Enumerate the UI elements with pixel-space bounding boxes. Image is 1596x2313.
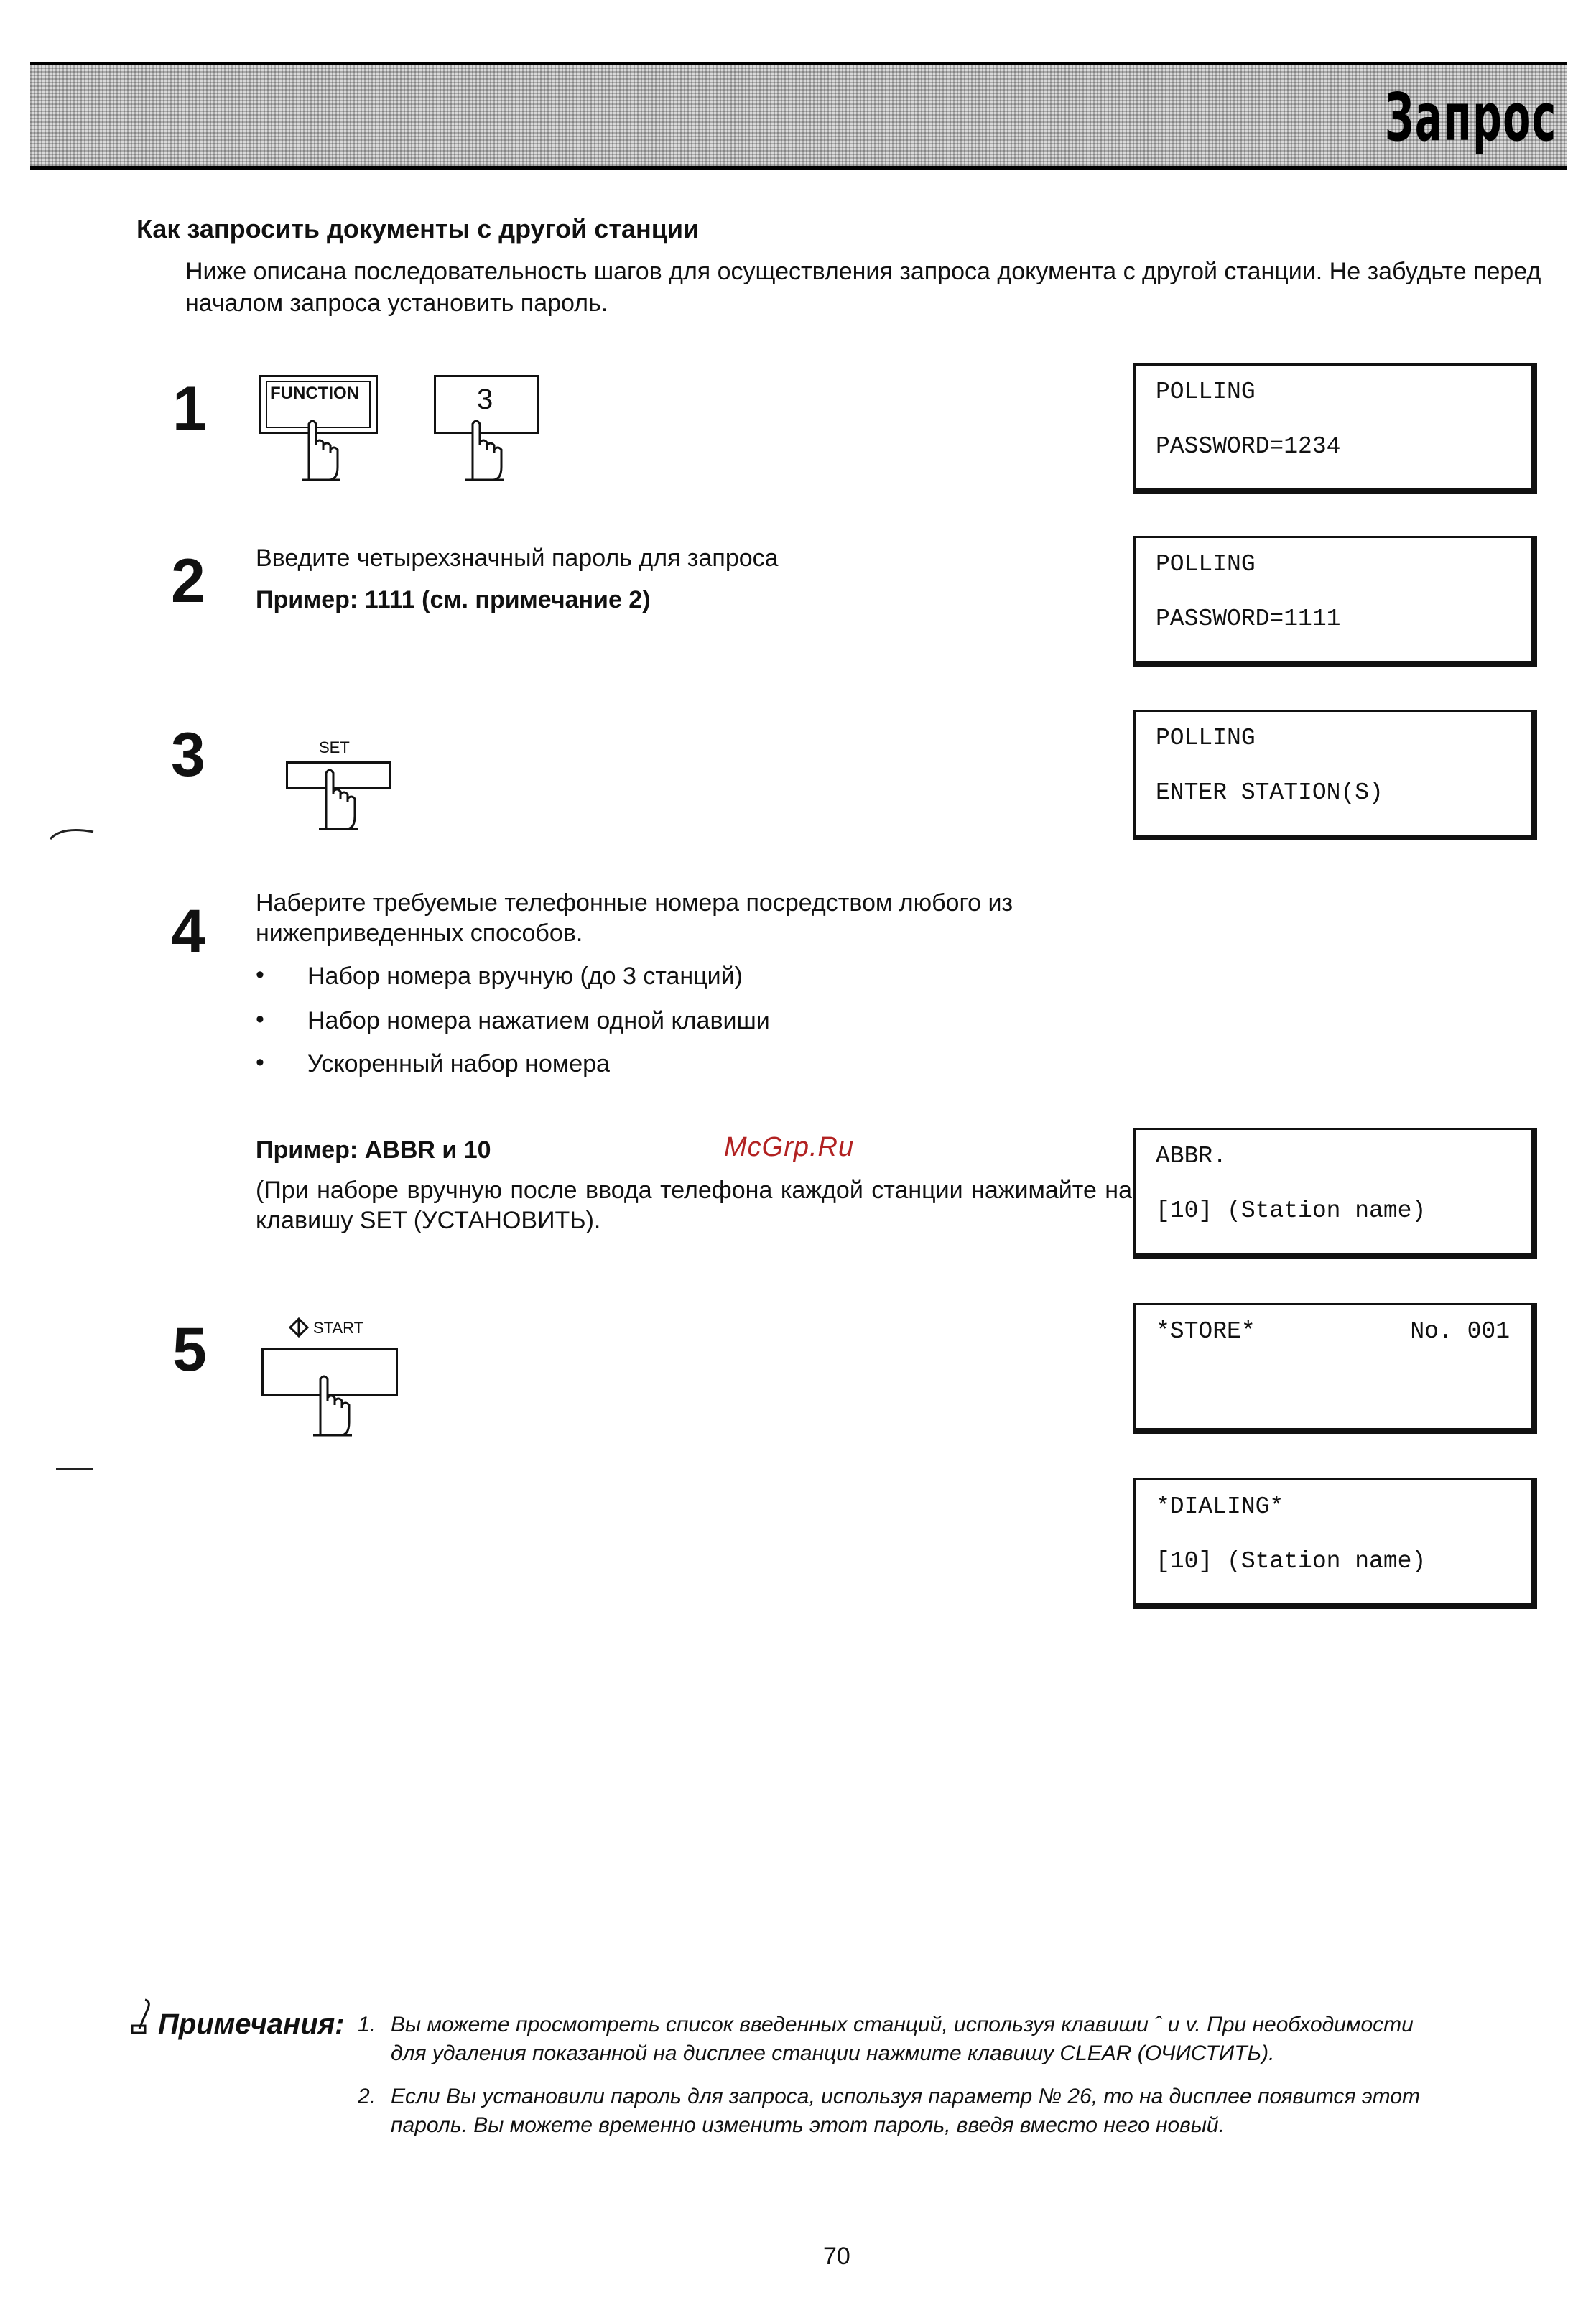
watermark: McGrp.Ru (724, 1132, 855, 1162)
hand-press-icon (457, 417, 507, 481)
note-1-line-2: для удаления показанной на дисплее станции нажмите клавишу CLEAR (ОЧИСТИТЬ). (391, 2041, 1275, 2065)
bullet-3-text: Ускоренный набор номера (307, 1050, 610, 1077)
margin-mark (47, 820, 98, 842)
lcd-display-5: *STORE* No. 001 (1133, 1303, 1537, 1434)
note-2-number: 2. (358, 2085, 376, 2108)
step-2-text: Введите четырехзначный пароль для запроса (256, 544, 779, 572)
step-number-2: 2 (171, 547, 205, 616)
notes-label: Примечания: (158, 2008, 345, 2040)
lcd-display-4: ABBR. [10] (Station name) (1133, 1128, 1537, 1259)
bullet-2-text: Набор номера нажатием одной клавиши (307, 1007, 770, 1034)
note-1-number: 1. (358, 2013, 376, 2036)
section-title: Как запросить документы с другой станции (136, 214, 700, 244)
header-band (30, 62, 1567, 170)
lcd-display-2: POLLING PASSWORD=1111 (1133, 536, 1537, 667)
function-key-label: FUNCTION (270, 384, 359, 403)
step-2-example: Пример: 1111 (см. примечание 2) (256, 586, 651, 613)
step-number-3: 3 (171, 720, 205, 789)
intro-text: Ниже описана последовательность шагов для осуществления запроса документа с другой станции. Не забудьте перед началом запроса установить пароль. (185, 258, 1541, 317)
bullet-1-text: Набор номера вручную (до 3 станций) (307, 963, 743, 990)
lcd-display-3: POLLING ENTER STATION(S) (1133, 710, 1537, 840)
bullet-1: • (256, 961, 264, 988)
bullet-2: • (256, 1006, 264, 1033)
note-2-line-2: пароль. Вы можете временно изменить этот пароль, введя вместо него новый. (391, 2113, 1225, 2137)
key-3-label: 3 (477, 384, 493, 415)
note-pencil-icon (126, 1997, 155, 2034)
step-number-1: 1 (172, 374, 207, 443)
hand-press-icon (293, 417, 343, 481)
page-number: 70 (823, 2243, 850, 2270)
margin-mark (56, 1468, 93, 1470)
note-2-line-1: Если Вы установили пароль для запроса, используя параметр № 26, то на дисплее появится этот (391, 2085, 1420, 2108)
page-title: Запрос (1385, 79, 1557, 156)
hand-press-icon (305, 1372, 355, 1437)
step-4-example: Пример: ABBR и 10 (256, 1136, 491, 1164)
step-4-text: Наберите требуемые телефонные номера посредством любого из нижеприведенных способов. (256, 889, 1013, 947)
lcd-display-6: *DIALING* [10] (Station name) (1133, 1478, 1537, 1609)
set-key-label: SET (319, 738, 350, 756)
note-1-line-1: Вы можете просмотреть список введенных станций, используя клавиши ˆ и v. При необходимости (391, 2013, 1414, 2036)
hand-press-icon (310, 766, 361, 830)
lcd-display-1: POLLING PASSWORD=1234 (1133, 363, 1537, 494)
step-number-5: 5 (172, 1315, 207, 1384)
start-diamond-icon (289, 1317, 309, 1338)
step-number-4: 4 (171, 897, 205, 966)
start-key-label: START (313, 1319, 364, 1337)
step-4-note: (При наборе вручную после ввода телефона каждой станции нажимайте на клавишу SET (УСТАНОВИТЬ). (256, 1177, 1132, 1234)
bullet-3: • (256, 1049, 264, 1076)
